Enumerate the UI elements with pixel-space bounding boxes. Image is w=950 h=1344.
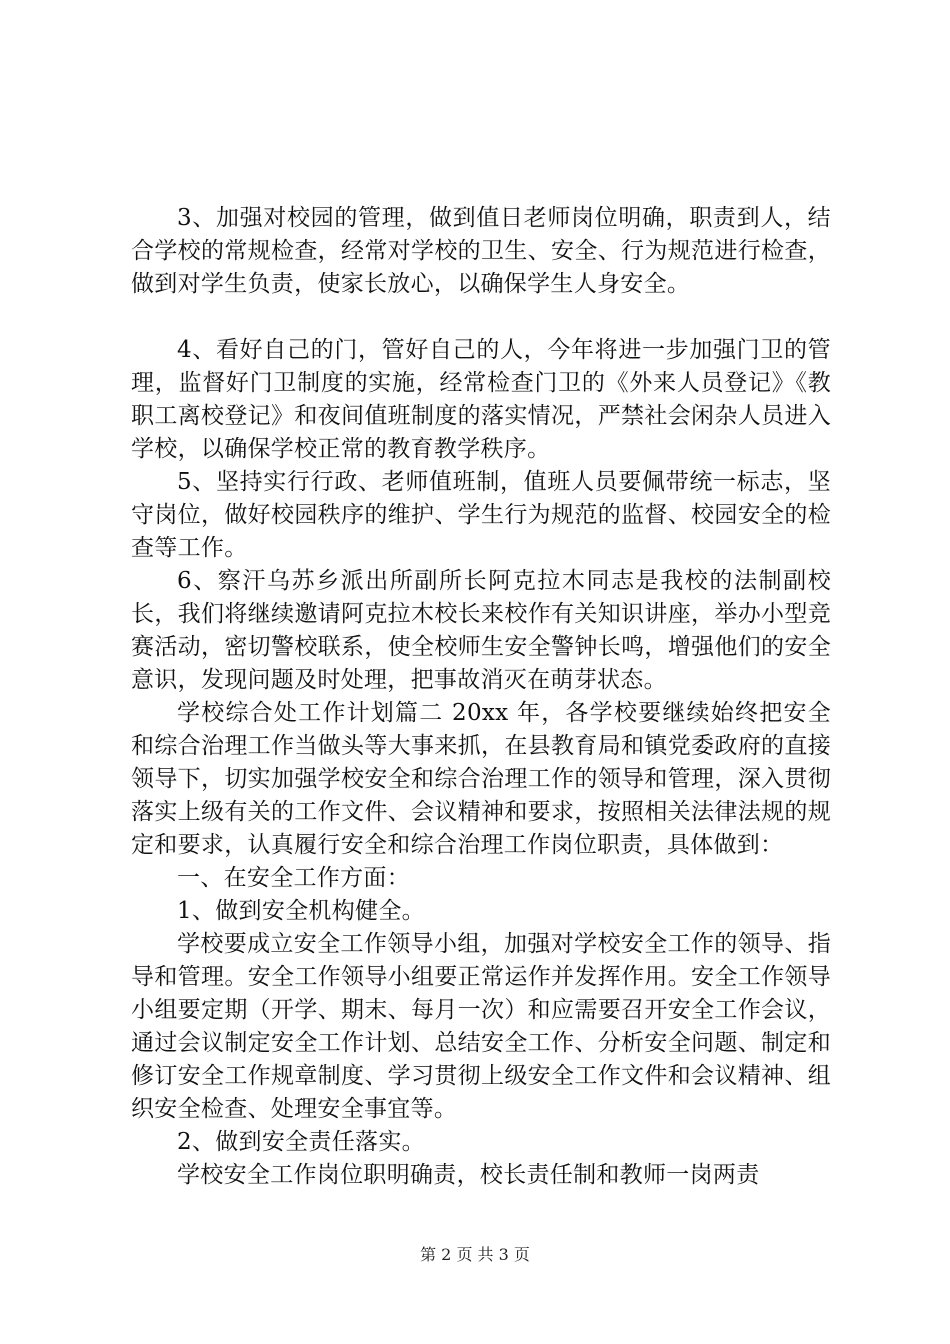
paragraph-responsibility: 学校安全工作岗位职明确责，校长责任制和教师一岗两责 [177, 1162, 760, 1188]
paragraph-item-6: 6、察汗乌苏乡派出所副所长阿克拉木同志是我校的法制副校长，我们将继续邀请阿克拉木校长来校作有关知识讲座，举办小型竞赛活动，密切警校联系，使全校师生安全警钟长鸣，增强他们的安全意识，发现问题及时处理，把事故消灭在萌芽状态。 [131, 568, 831, 693]
paragraph-organization: 学校要成立安全工作领导小组，加强对学校安全工作的领导、指导和管理。安全工作领导小组要正常运作并发挥作用。安全工作领导小组要定期（开学、期末、每月一次）和应需要召开安全工作会议，通过会议制定安全工作计划、总结安全工作、分析安全问题、制定和修订安全工作规章制度、学习贯彻上级安全工作文件和会议精神、组织安全检查、处理安全事宜等。 [131, 931, 831, 1122]
section-heading-safety: 一、在安全工作方面： [177, 865, 410, 891]
subheading-responsibility: 2、做到安全责任落实。 [177, 1129, 425, 1155]
paragraph-item-5: 5、坚持实行行政、老师值班制，值班人员要佩带统一标志，坚守岗位，做好校园秩序的维护、学生行为规范的监督、校园安全的检查等工作。 [131, 469, 831, 561]
paragraph-item-3: 3、加强对校园的管理，做到值日老师岗位明确，职责到人，结合学校的常规检查，经常对学校的卫生、安全、行为规范进行检查，做到对学生负责，使家长放心，以确保学生人身安全。 [131, 205, 831, 297]
document-body [131, 202, 831, 1192]
paragraph-item-4: 4、看好自己的门，管好自己的人，今年将进一步加强门卫的管理，监督好门卫制度的实施，经常检查门卫的《外来人员登记》《教职工离校登记》和夜间值班制度的落实情况，严禁社会闲杂人员进入学校，以确保学校正常的教育教学秩序。 [131, 337, 831, 462]
page-footer [0, 1244, 950, 1266]
subheading-organization: 1、做到安全机构健全。 [177, 898, 425, 924]
paragraph-plan-two-intro: 学校综合处工作计划篇二 20xx 年，各学校要继续始终把安全和综合治理工作当做头等大事来抓，在县教育局和镇党委政府的直接领导下，切实加强学校安全和综合治理工作的领导和管理，深入贯彻落实上级有关的工作文件、会议精神和要求，按照相关法律法规的规定和要求，认真履行安全和综合治理工作岗位职责，具体做到： [131, 700, 831, 858]
page-number: 第 2 页 共 3 页 [420, 1245, 530, 1264]
